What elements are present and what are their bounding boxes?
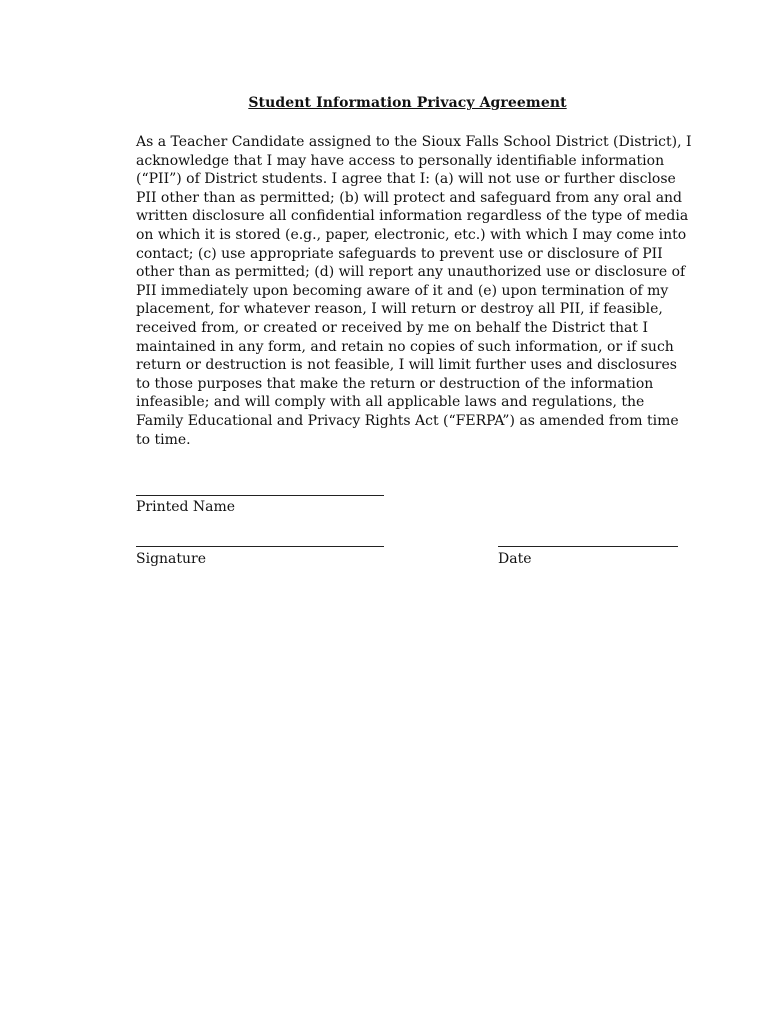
body-line: return or destruction is not feasible, I will limit further uses and disclosures [136, 357, 677, 374]
signature-label: Signature [136, 551, 207, 567]
signature-line[interactable] [136, 546, 384, 547]
body-line: other than as permitted; (d) will report any unauthorized use or disclosure of [136, 264, 686, 281]
body-line: written disclosure all confidential information regardless of the type of media [136, 208, 689, 225]
body-line: Family Educational and Privacy Rights Act (“FERPA”) as amended from time [136, 412, 679, 429]
agreement-body [136, 133, 692, 449]
body-line: As a Teacher Candidate assigned to the Sioux Falls School District (District), I [136, 134, 692, 150]
body-line: PII immediately upon becoming aware of it and (e) upon termination of my [136, 282, 669, 299]
body-line: to time. [136, 431, 191, 448]
body-line: to those purposes that make the return or destruction of the information [136, 375, 654, 392]
body-line: contact; (c) use appropriate safeguards to prevent use or disclosure of PII [136, 245, 663, 262]
body-line: received from, or created or received by me on behalf the District that I [136, 319, 649, 336]
printed-name-line[interactable] [136, 495, 384, 496]
body-line: (“PII”) of District students. I agree that I: (a) will not use or further disclose [136, 171, 676, 188]
date-label: Date [498, 551, 532, 567]
body-line: acknowledge that I may have access to personally identifiable information [136, 152, 665, 169]
body-line: PII other than as permitted; (b) will protect and safeguard from any oral and [136, 189, 683, 206]
date-line[interactable] [498, 546, 678, 547]
body-line: maintained in any form, and retain no copies of such information, or if such [136, 338, 674, 355]
body-line: infeasible; and will comply with all applicable laws and regulations, the [136, 394, 645, 411]
printed-name-label: Printed Name [136, 499, 236, 515]
body-line: on which it is stored (e.g., paper, electronic, etc.) with which I may come into [136, 226, 687, 243]
document-title: Student Information Privacy Agreement [248, 95, 567, 111]
body-line: placement, for whatever reason, I will return or destroy all PII, if feasible, [136, 301, 663, 318]
